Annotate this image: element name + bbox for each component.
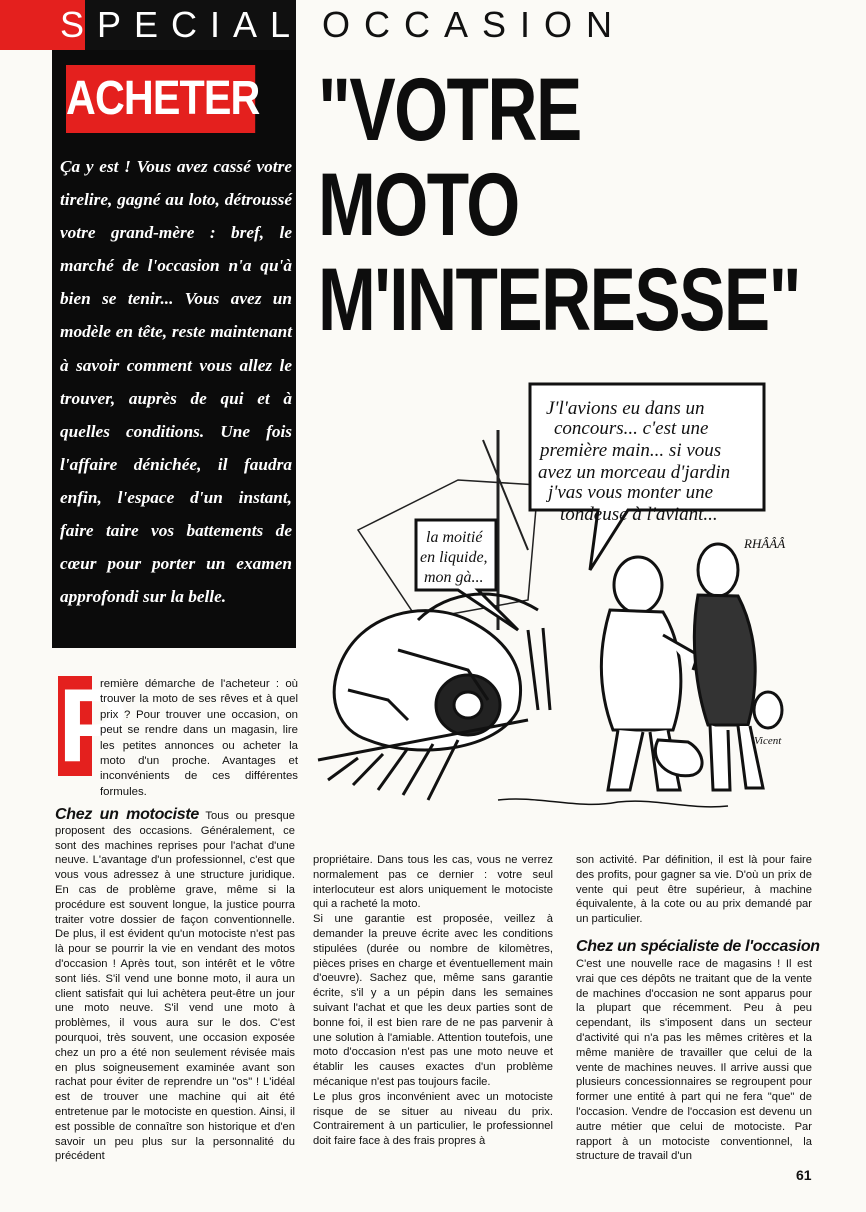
- bubble-small-line-1: la moitié: [426, 529, 483, 546]
- headline-line-1: "VOTRE: [318, 59, 581, 159]
- page-number: 61: [796, 1167, 812, 1183]
- section-subject: OCCASION: [322, 4, 627, 45]
- bubble-small-line-3: mon gà...: [424, 569, 484, 586]
- bubble-large-line-6: tondeuse à l'aviant...: [560, 504, 718, 525]
- column-3-top: [576, 853, 812, 927]
- section-2-title: Chez un spécialiste de l'occasion: [576, 938, 820, 955]
- bubble-large-line-5: j'vas vous monter une: [548, 482, 714, 503]
- section-label-rest: PECIAL: [97, 4, 304, 45]
- section-1-title: Chez un motociste: [55, 806, 200, 823]
- column-2-paragraph-3: Le plus gros inconvénient avec un motociste risque de se situer au niveau du prix. Contrairement à un particulier, le professionnel doit faire face à des frais propres à: [313, 1090, 553, 1148]
- column-2-paragraph-1: propriétaire. Dans tous les cas, vous ne verrez normalement pas ce dernier : votre seul interlocuteur est alors uniquement le motociste qui a racheté la moto.: [313, 854, 553, 911]
- section-label-s: S: [60, 4, 98, 45]
- bubble-large-line-2: concours... c'est une: [554, 418, 709, 439]
- section-header-bar: [0, 0, 304, 50]
- bubble-large-line-3: première main... si vous: [540, 440, 722, 461]
- lead-paragraph: remière démarche de l'acheteur : où trouver la moto de ses rêves et à quel prix ? Pour trouver une occasion, on peut se rendre dans un magasin, lire les petites annonces ou acheter la moto d'un proche. Avantages et inconvénients de ces différentes formules.: [100, 678, 298, 798]
- headline-line-3: M'INTERESSE": [318, 249, 801, 349]
- bubble-small-line-2: en liquide,: [420, 549, 488, 566]
- drop-cap: P: [58, 668, 128, 784]
- column-2: [313, 853, 553, 1149]
- kicker-label: ACHETER: [66, 65, 255, 133]
- article-headline: [318, 59, 801, 349]
- intro-text: Ça y est ! Vous avez cassé votre tirelire, gagné au loto, détroussé votre grand-mère : bref, le marché de l'occasion n'a qu'à bien se tenir... Vous avez un modèle en tête, reste maintenant à savoir comment vous allez le trouver, auprès de qui et à quelles conditions. Une fois l'affaire dénichée, il faudra enfin, l'espace d'un instant, faire taire vos battements de cœur pour porter un examen approfondi sur la belle.: [60, 157, 292, 607]
- column-3-paragraph-1: son activité. Par définition, il est là pour faire des profits, pour gagner sa vie. D'où un prix de vente qui peut être supérieur, à machine équivalente, à la cote ou au prix demandé par un particulier.: [576, 854, 812, 926]
- headline-line-2: MOTO: [318, 154, 519, 254]
- bubble-large-line-4: avez un morceau d'jardin: [538, 462, 731, 483]
- cartoon-signature: RHÂÂÂ: [744, 536, 786, 551]
- cartoon-illustration: [298, 370, 798, 830]
- section-1-text: Tous ou presque proposent des occasions. Généralement, ce sont des machines reprises pour l'achat d'une neuve. L'avantage d'un professionnel, c'est que vous vous adressez à une structure juridique. En cas de problème grave, même si la procédure est souvent longue, la justice pourra traiter votre dossier de façon conventionnelle. De plus, il est évident qu'un motociste n'est pas là pour se pourrir la vie en vendant des motos d'occasion ! Après tout, son intérêt et le vôtre sont liés. S'il vend une bonne moto, il aura un client satisfait qui lui achètera peut-être un jour une moto neuve. S'il vend une moto à problèmes, il vous aura sur le dos. C'est pourquoi, très souvent, une occasion exposée chez un pro a été non seulement révisée mais en plus soigneusement examinée avant son rachat pour éviter de reprendre un "os" ! L'idéal est de trouver une machine qui ait été entretenue par le motociste en question. Ainsi, il est possible de connaître son historique et d'en savoir un peu plus sur la personnalité du précédent: [55, 810, 295, 1163]
- section-1-paragraph: [55, 808, 295, 1164]
- column-1: [55, 808, 295, 1164]
- section-label: [60, 4, 303, 46]
- column-2-paragraph-2: Si une garantie est proposée, veillez à demander la preuve écrite avec les conditions stipulées (durée ou nombre de kilomètres, pièces prises en charge et éventuellement main d'oeuvre). Sachez que, même sans garantie écrite, s'il y a un pépin dans les semaines suivant l'achat et que les deux parties sont de bonne foi, il est bien rare de ne pas parvenir à une solution à l'amiable. Attention toutefois, une moto d'occasion n'est pas une moto neuve et établir les causes exactes d'un problème mécanique n'est pas toujours facile.: [313, 913, 553, 1088]
- column-3-bottom: [576, 957, 812, 1164]
- column-3-paragraph-2: C'est une nouvelle race de magasins ! Il est vrai que ces dépôts ne traitant que de la vente de machines d'occasion ne sont apparus pour la plupart que récemment. Peu à peu cependant, ils s'imposent dans un secteur d'activité qui n'a pas les mêmes critères et la même manière de travailler que celui de la vente de machines neuves. Il arrive aussi que plusieurs concessionnaires se regroupent pour former une entité à part qui ne fera "que" de l'occasion. Vendre de l'occasion est devenu un autre métier que celui de motociste. Par rapport à un motociste conventionnel, la structure de travail d'un: [576, 958, 812, 1163]
- cartoon-artist: Vicent: [754, 735, 782, 747]
- bubble-large-line-1: J'l'avions eu dans un: [546, 398, 705, 419]
